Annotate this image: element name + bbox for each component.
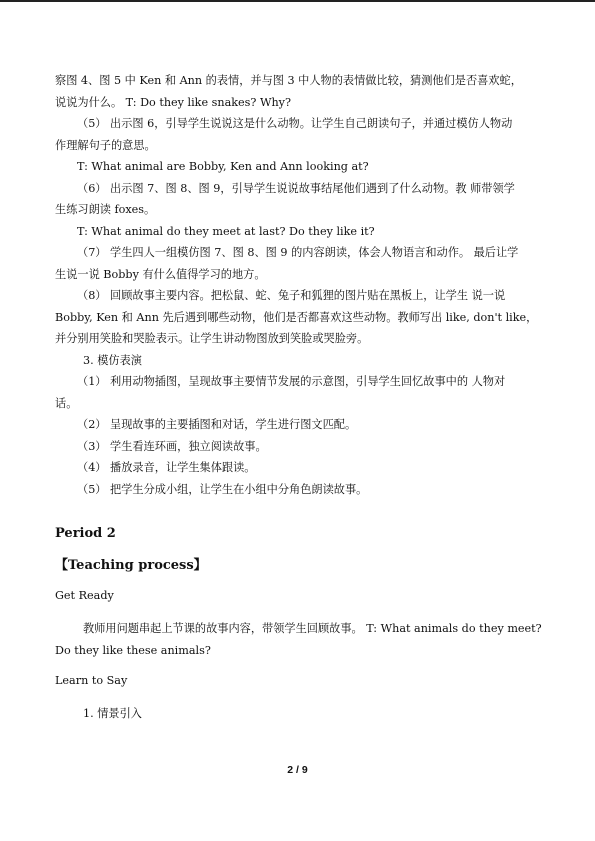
paragraph-line: （3） 学生看连环画，独立阅读故事。 — [77, 439, 267, 453]
paragraph-line: 说说为什么。 T: Do they like snakes? Why? — [55, 95, 291, 109]
paragraph-line: T: What animal do they meet at last? Do they like it? — [77, 224, 375, 238]
subsection-get-ready: Get Ready — [55, 589, 114, 602]
paragraph-line: （2） 呈现故事的主要插图和对话，学生进行图文匹配。 — [77, 418, 357, 431]
paragraph-line: 生说一说 Bobby 有什么值得学习的地方。 — [55, 267, 266, 281]
page-number: 2 / 9 — [287, 764, 308, 776]
section-title: 【Teaching process】 — [55, 558, 207, 573]
paragraph-line: T: What animal are Bobby, Ken and Ann looking at? — [77, 160, 369, 173]
paragraph-line: 作理解句子的意思。 — [55, 138, 156, 152]
paragraph-line: 察图 4、图 5 中 Ken 和 Ann 的表情，并与图 3 中人物的表情做比较，猜测他们是否喜欢蛇， — [55, 74, 522, 87]
paragraph-line: （5） 把学生分成小组，让学生在小组中分角色朗读故事。 — [77, 482, 368, 496]
subsection-learn-to-say: Learn to Say — [55, 674, 128, 687]
document-page — [55, 70, 542, 725]
paragraph-line: （6） 出示图 7、图 8、图 9，引导学生说说故事结尾他们遇到了什么动物。教 师带领学 — [77, 181, 515, 195]
header-rule — [0, 0, 595, 2]
section-heading: 3. 模仿表演 — [83, 353, 142, 367]
paragraph-line: （8） 回顾故事主要内容。把松鼠、蛇、兔子和狐狸的图片贴在黑板上，让学生 说一说 — [77, 289, 506, 302]
paragraph-line: 并分别用笑脸和哭脸表示。让学生讲动物图放到笑脸或哭脸旁。 — [55, 332, 369, 345]
paragraph-line: Bobby, Ken 和 Ann 先后遇到哪些动物，他们是否都喜欢这些动物。教师写出 like, don't like， — [55, 310, 538, 324]
paragraph-line: （5） 出示图 6，引导学生说说这是什么动物。让学生自己朗读句子，并通过模仿人物动 — [77, 117, 513, 130]
paragraph-line: 教师用问题串起上节课的故事内容，带领学生回顾故事。 T: What animals do they meet? — [83, 622, 542, 635]
period-title: Period 2 — [55, 526, 116, 541]
paragraph-line: 生练习朗读 foxes。 — [55, 203, 156, 216]
paragraph-line: （4） 播放录音，让学生集体跟读。 — [77, 461, 256, 474]
paragraph-line: Do they like these animals? — [55, 643, 211, 657]
paragraph-line: （7） 学生四人一组模仿图 7、图 8、图 9 的内容朗读，体会人物语言和动作。 最后让学 — [77, 246, 519, 259]
step-heading: 1. 情景引入 — [83, 707, 142, 720]
paragraph-line: 话。 — [55, 396, 78, 410]
paragraph-line: （1） 利用动物插图，呈现故事主要情节发展的示意图，引导学生回忆故事中的 人物对 — [77, 375, 506, 388]
